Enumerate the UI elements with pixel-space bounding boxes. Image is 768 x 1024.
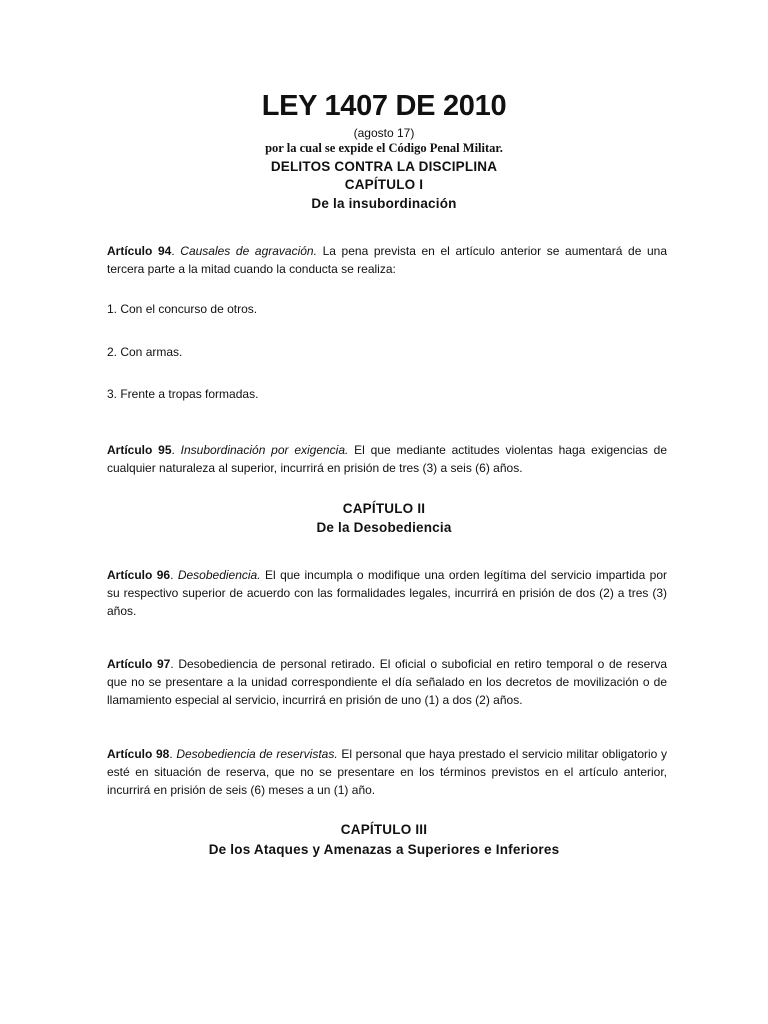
chapter-2-heading: CAPÍTULO II [342, 501, 426, 516]
article-95-text: El que mediante actitudes violentas haga exigencias de cualquier naturaleza al superior, incurrirá en prisión de tres (3) a seis (6) años. [107, 443, 667, 475]
article-98-label: Artículo 98 [107, 747, 170, 761]
article-95-name: Insubordinación por exigencia. [180, 443, 349, 457]
article-98-text: El personal que haya prestado el servicio militar obligatorio y esté en situación de reserva, que no se presentare en los términos previstos en el artículo anterior, incurrirá en prisión de seis (6) meses a un (1) año. [107, 747, 667, 797]
article-94-text: La pena prevista en el artículo anterior se aumentará de una tercera parte a la mitad cuando la conducta se realiza: [107, 244, 668, 276]
list-item-3: 3. Frente a tropas formadas. [107, 387, 259, 401]
article-96-name: Desobediencia. [177, 568, 261, 582]
law-title: LEY 1407 DE 2010 [261, 90, 507, 122]
article-96-sep: . [170, 568, 178, 582]
article-97-label: Artículo 97 [107, 657, 171, 671]
chapter-3-heading: CAPÍTULO III [340, 822, 428, 837]
article-95-sep: . [171, 443, 181, 457]
article-94-sep: . [171, 244, 181, 258]
article-95-label: Artículo 95 [107, 443, 172, 457]
article-96 [107, 566, 667, 620]
chapter-1-subheading: De la insubordinación [311, 196, 457, 211]
law-subtitle: por la cual se expide el Código Penal Militar. [265, 141, 503, 155]
list-item-2: 2. Con armas. [107, 345, 183, 359]
article-97 [107, 655, 667, 709]
article-97-text: . Desobediencia de personal retirado. El oficial o suboficial en retiro temporal o de reserva que no se presentare a la unidad correspondiente el día señalado en los decretos de movilización o de llamamiento especial al servicio, incurrirá en prisión de uno (1) a dos (2) años. [107, 657, 668, 707]
law-date: (agosto 17) [353, 126, 415, 140]
list-item-1: 1. Con el concurso de otros. [107, 302, 258, 316]
article-98-sep: . [169, 747, 177, 761]
section-heading: DELITOS CONTRA LA DISCIPLINA [270, 159, 498, 174]
article-98-name: Desobediencia de reservistas. [176, 747, 338, 761]
article-95 [107, 441, 667, 477]
chapter-2-subheading: De la Desobediencia [316, 520, 452, 535]
article-96-label: Artículo 96 [107, 568, 171, 582]
article-94-name: Causales de agravación. [180, 244, 317, 258]
chapter-1-heading: CAPÍTULO I [344, 177, 424, 192]
article-98 [107, 745, 667, 799]
chapter-3-subheading: De los Ataques y Amenazas a Superiores e Inferiores [208, 842, 560, 857]
article-94 [107, 242, 667, 278]
article-94-label: Artículo 94 [107, 244, 172, 258]
article-96-text: El que incumpla o modifique una orden legítima del servicio impartida por su respectivo superior de acuerdo con las formalidades legales, incurrirá en prisión de dos (2) a tres (3) años. [107, 568, 668, 618]
